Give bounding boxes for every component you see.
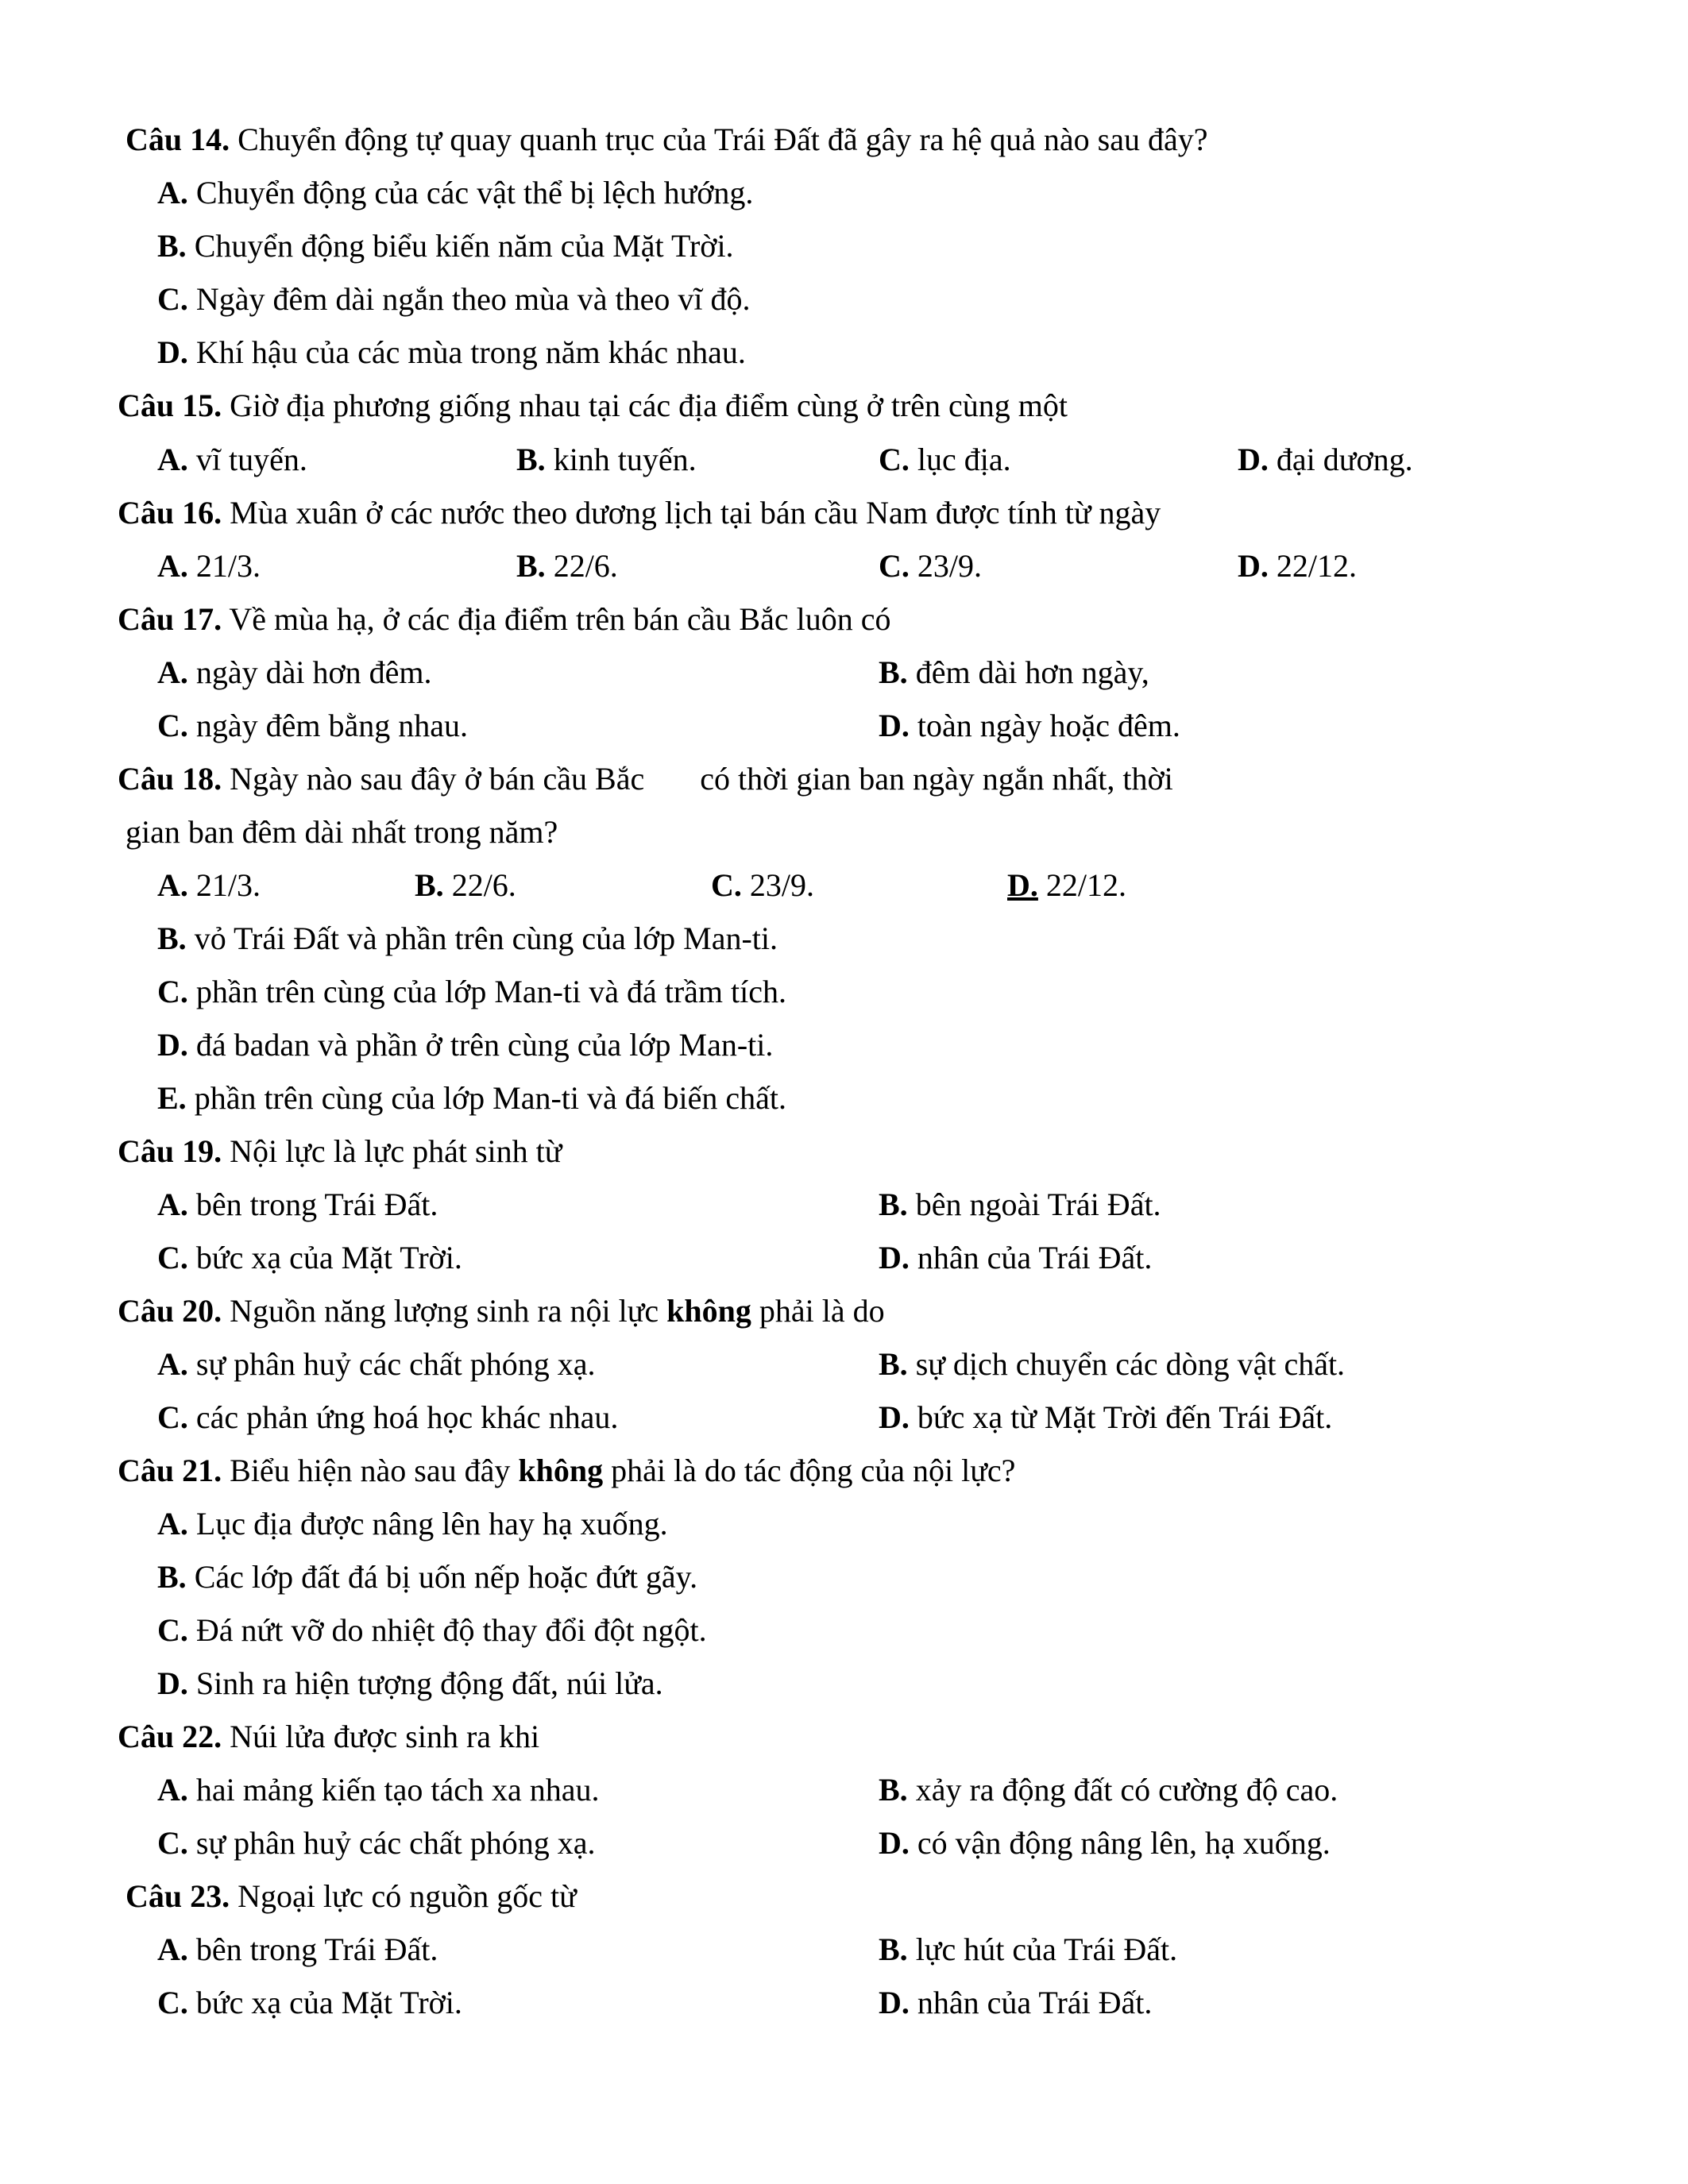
option-text: lục địa. [909,442,1011,477]
option-18d [1007,866,1126,905]
option-letter: D. [1238,442,1269,477]
question-number: Câu 17. [118,601,222,637]
option-letter: D. [157,1665,188,1701]
question-text: Chuyển động tự quay quanh trục của Trái Đất đã gây ra hệ quả nào sau đây? [230,122,1208,157]
option-text: vĩ tuyến. [187,442,307,477]
option-letter: D. [879,1399,910,1435]
option-16b [516,547,618,585]
option-letter: C. [711,867,742,903]
option-letter: D. [879,1240,910,1275]
option-20c [157,1399,618,1437]
option-letter: D. [1007,867,1038,903]
option-letter: C. [879,548,910,584]
option-text: đá badan và phần ở trên cùng của lớp Man-ti. [187,1027,774,1063]
option-text: bên trong Trái Đất. [187,1187,438,1222]
option-letter: D. [879,1985,910,2020]
question-number: Câu 15. [118,388,222,423]
option-letter: C. [157,1240,188,1275]
option-text: Sinh ra hiện tượng động đất, núi lửa. [187,1665,663,1701]
option-14a [157,174,753,212]
option-text: ngày đêm bằng nhau. [187,708,469,743]
question-number: Câu 16. [118,495,222,531]
option-text: hai mảng kiến tạo tách xa nhau. [187,1772,600,1808]
question-text: Ngày nào sau đây ở bán cầu Bắc có thời gian ban ngày ngắn nhất, thời [222,761,1173,797]
option-text: sự dịch chuyển các dòng vật chất. [907,1346,1346,1382]
question-text: Núi lửa được sinh ra khi [222,1719,540,1754]
question-15 [118,387,1068,425]
option-23d [879,1984,1152,2022]
option-18c [711,866,814,905]
option-text: sự phân huỷ các chất phóng xạ. [187,1346,596,1382]
option-letter: D. [879,708,910,743]
question-emphasis: không [666,1293,751,1329]
option-20a [157,1345,596,1383]
option-letter: A. [157,1506,188,1542]
question-number: Câu 21. [118,1453,222,1488]
option-text: Đá nứt vỡ do nhiệt độ thay đổi đột ngột. [187,1612,707,1648]
option-text: lực hút của Trái Đất. [907,1931,1178,1967]
option-22d [879,1824,1331,1862]
option-letter: C. [157,281,188,317]
option-text: Chuyển động của các vật thể bị lệch hướng. [187,175,754,210]
question-17 [118,600,890,639]
option-15c [879,441,1011,479]
option-text: bức xạ từ Mặt Trời đến Trái Đất. [909,1399,1333,1435]
option-text: 22/12. [1268,548,1358,584]
option-22b [879,1771,1338,1809]
option-text: bức xạ của Mặt Trời. [187,1240,462,1275]
option-text: đêm dài hơn ngày, [907,654,1149,690]
option-23a [157,1931,438,1969]
option-16c [879,547,982,585]
option-21b [157,1558,697,1596]
option-letter: A. [157,442,188,477]
question-text-end: phải là do [751,1293,885,1329]
option-21a [157,1505,668,1543]
option-15a [157,441,307,479]
option-19b [879,1186,1161,1224]
question-text: Về mùa hạ, ở các địa điểm trên bán cầu Bắc luôn có [222,601,891,637]
option-text: bên trong Trái Đất. [187,1931,438,1967]
option-19d [879,1239,1152,1277]
option-text: sự phân huỷ các chất phóng xạ. [187,1825,596,1861]
option-letter: A. [157,654,188,690]
option-letter: A. [157,175,188,210]
option-text: 22/6. [545,548,618,584]
question-20 [118,1292,885,1330]
option-text: xảy ra động đất có cường độ cao. [907,1772,1338,1808]
option-21d [157,1665,663,1703]
question-text: Ngoại lực có nguồn gốc từ [230,1878,577,1914]
option-14b [157,227,734,265]
option-text: Khí hậu của các mùa trong năm khác nhau. [187,334,746,370]
option-text: phần trên cùng của lớp Man-ti và đá trầm tích. [187,974,787,1009]
option-text: Ngày đêm dài ngắn theo mùa và theo vĩ độ. [187,281,751,317]
option-letter: E. [157,1080,187,1116]
option-23b [879,1931,1177,1969]
option-17c [157,707,468,745]
option-19a [157,1186,438,1224]
question-18 [118,760,1173,798]
question-text: Biểu hiện nào sau đây [222,1453,519,1488]
option-20d [879,1399,1332,1437]
option-16a [157,547,261,585]
option-letter: C. [157,1825,188,1861]
option-text: Các lớp đất đá bị uốn nếp hoặc đứt gãy. [186,1559,698,1595]
option-19c [157,1239,462,1277]
question-16 [118,494,1161,532]
option-text: Chuyển động biểu kiến năm của Mặt Trời. [186,228,734,264]
option-18b [415,866,516,905]
question-21 [118,1452,1015,1490]
option-letter: B. [157,1559,187,1595]
question-number: Câu 14. [126,122,230,157]
question-number: Câu 22. [118,1719,222,1754]
option-text: nhân của Trái Đất. [909,1985,1153,2020]
option-letter: B. [415,867,444,903]
option-18a [157,866,261,905]
option-letter: C. [157,1399,188,1435]
option-letter: A. [157,1346,188,1382]
option-17a [157,654,432,692]
question-emphasis: không [518,1453,604,1488]
question-19 [118,1133,562,1171]
question-text: Giờ địa phương giống nhau tại các địa điểm cùng ở trên cùng một [222,388,1068,423]
option-letter: D. [157,334,188,370]
option-letter: B. [879,1931,908,1967]
option-text: 23/9. [741,867,815,903]
option-text: bên ngoài Trái Đất. [907,1187,1161,1222]
option-letter: B. [879,1772,908,1808]
question-number: Câu 19. [118,1133,222,1169]
option-text: 21/3. [187,867,261,903]
option-letter: B. [157,228,187,264]
question-22 [118,1718,539,1756]
option-letter: D. [1238,548,1269,584]
option-17b [879,654,1149,692]
option-letter: C. [879,442,910,477]
option-letter: A. [157,1772,188,1808]
option-16d [1238,547,1357,585]
option-letter: B. [879,1187,908,1222]
option-text: 21/3. [187,548,261,584]
option-letter: A. [157,1187,188,1222]
option-text: 22/6. [443,867,516,903]
option-text: các phản ứng hoá học khác nhau. [187,1399,619,1435]
option-letter: A. [157,1931,188,1967]
option-letter: C. [157,974,188,1009]
option-text: bức xạ của Mặt Trời. [187,1985,462,2020]
option-extra-e [157,1079,786,1117]
option-text: phần trên cùng của lớp Man-ti và đá biến chất. [186,1080,787,1116]
option-21c [157,1611,707,1650]
option-22c [157,1824,596,1862]
option-letter: D. [157,1027,188,1063]
question-14 [126,121,1208,159]
option-letter: B. [516,548,546,584]
option-letter: C. [157,1985,188,2020]
question-number: Câu 20. [118,1293,222,1329]
option-text: có vận động nâng lên, hạ xuống. [909,1825,1331,1861]
question-number: Câu 23. [126,1878,230,1914]
question-number: Câu 18. [118,761,222,797]
question-text-end: phải là do tác động của nội lực? [603,1453,1016,1488]
option-letter: D. [879,1825,910,1861]
option-text: nhân của Trái Đất. [909,1240,1153,1275]
question-23 [126,1877,577,1916]
option-23c [157,1984,462,2022]
option-extra-d [157,1026,773,1064]
option-22a [157,1771,600,1809]
option-letter: B. [879,1346,908,1382]
option-letter: B. [157,920,187,956]
option-15d [1238,441,1413,479]
option-text: vỏ Trái Đất và phần trên cùng của lớp Man-ti. [186,920,778,956]
option-letter: A. [157,867,188,903]
option-letter: B. [879,654,908,690]
option-text: ngày dài hơn đêm. [187,654,432,690]
option-extra-c [157,973,786,1011]
question-text: Nguồn năng lượng sinh ra nội lực [222,1293,667,1329]
option-letter: B. [516,442,546,477]
option-17d [879,707,1180,745]
option-20b [879,1345,1345,1383]
option-letter: A. [157,548,188,584]
option-text: Lục địa được nâng lên hay hạ xuống. [187,1506,668,1542]
option-letter: C. [157,708,188,743]
option-15b [516,441,697,479]
option-letter: C. [157,1612,188,1648]
question-18-continued: gian ban đêm dài nhất trong năm? [126,814,558,850]
option-text: 22/12. [1037,867,1127,903]
option-text: kinh tuyến. [545,442,697,477]
question-text: Nội lực là lực phát sinh từ [222,1133,562,1169]
question-text: Mùa xuân ở các nước theo dương lịch tại bán cầu Nam được tính từ ngày [222,495,1161,531]
option-14c [157,280,751,318]
option-text: đại dương. [1268,442,1413,477]
option-text: toàn ngày hoặc đêm. [909,708,1180,743]
option-extra-b [157,920,778,958]
option-text: 23/9. [909,548,983,584]
option-14d [157,334,746,372]
